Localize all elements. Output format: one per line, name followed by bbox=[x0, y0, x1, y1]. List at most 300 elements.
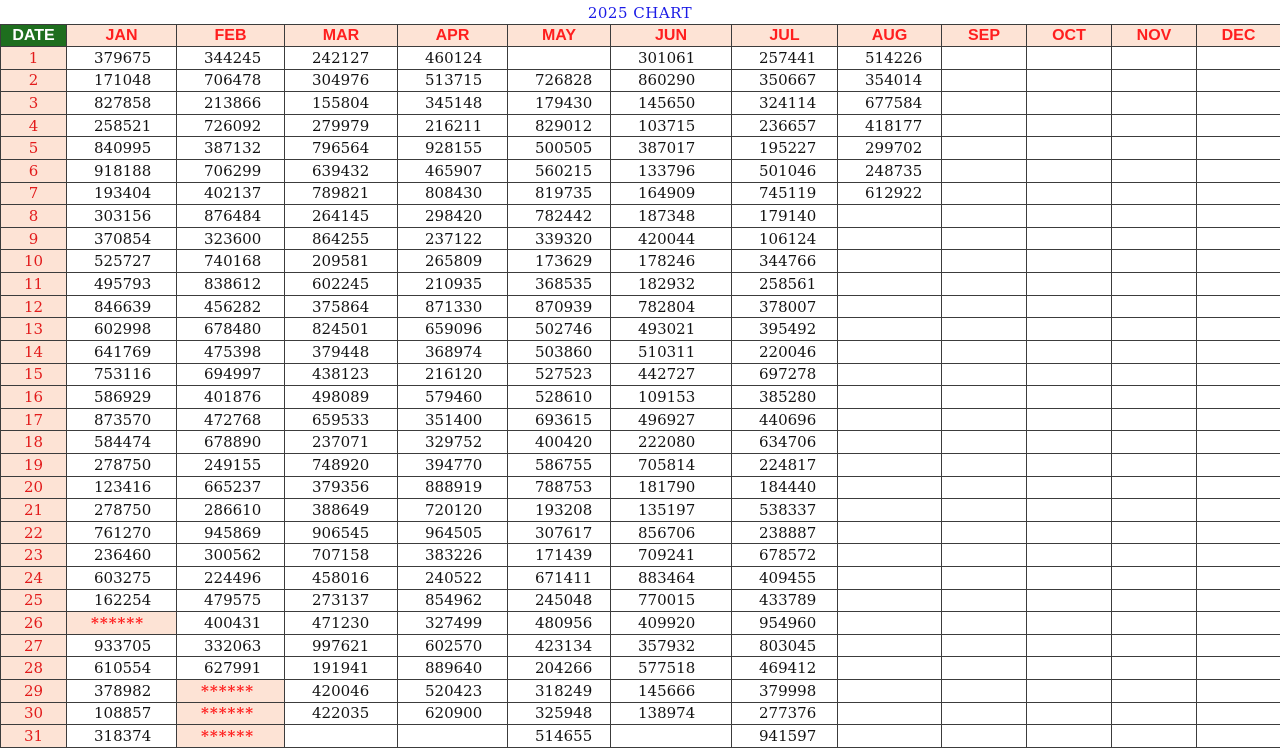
value-cell-oct bbox=[1027, 386, 1112, 409]
value-cell-jan: 278750 bbox=[67, 453, 177, 476]
value-cell-dec bbox=[1197, 92, 1280, 115]
value-cell-nov bbox=[1112, 589, 1197, 612]
value-cell-feb: 387132 bbox=[177, 137, 285, 160]
value-cell-dec bbox=[1197, 453, 1280, 476]
value-cell-apr: 465907 bbox=[398, 160, 508, 183]
value-cell-apr: 351400 bbox=[398, 408, 508, 431]
value-cell-may: 782442 bbox=[508, 205, 611, 228]
value-cell-mar: 379356 bbox=[285, 476, 398, 499]
value-cell-may: 204266 bbox=[508, 657, 611, 680]
value-cell-mar: 748920 bbox=[285, 453, 398, 476]
value-cell-sep bbox=[942, 612, 1027, 635]
table-row bbox=[1, 567, 1280, 590]
value-cell-jan: 827858 bbox=[67, 92, 177, 115]
value-cell-jan: 846639 bbox=[67, 295, 177, 318]
value-cell-apr: 520423 bbox=[398, 680, 508, 703]
value-cell-feb: 300562 bbox=[177, 544, 285, 567]
value-cell-oct bbox=[1027, 544, 1112, 567]
value-cell-mar bbox=[285, 725, 398, 748]
value-cell-may: 586755 bbox=[508, 453, 611, 476]
value-cell-apr: 210935 bbox=[398, 273, 508, 296]
value-cell-may: 339320 bbox=[508, 227, 611, 250]
value-cell-apr: 513715 bbox=[398, 69, 508, 92]
value-cell-oct bbox=[1027, 567, 1112, 590]
value-cell-nov bbox=[1112, 205, 1197, 228]
value-cell-jun: 135197 bbox=[611, 499, 732, 522]
date-cell: 2 bbox=[1, 69, 67, 92]
value-cell-feb: 401876 bbox=[177, 386, 285, 409]
date-cell: 5 bbox=[1, 137, 67, 160]
date-cell: 16 bbox=[1, 386, 67, 409]
value-cell-oct bbox=[1027, 318, 1112, 341]
value-cell-sep bbox=[942, 657, 1027, 680]
value-cell-apr: 265809 bbox=[398, 250, 508, 273]
value-cell-oct bbox=[1027, 702, 1112, 725]
value-cell-jan: 610554 bbox=[67, 657, 177, 680]
value-cell-feb: 945869 bbox=[177, 521, 285, 544]
value-cell-dec bbox=[1197, 521, 1280, 544]
value-cell-apr: 237122 bbox=[398, 227, 508, 250]
value-cell-dec bbox=[1197, 725, 1280, 748]
table-row bbox=[1, 47, 1280, 70]
value-cell-aug bbox=[838, 544, 942, 567]
value-cell-may: 502746 bbox=[508, 318, 611, 341]
value-cell-jul: 433789 bbox=[732, 589, 838, 612]
value-cell-jun: 705814 bbox=[611, 453, 732, 476]
value-cell-nov bbox=[1112, 567, 1197, 590]
value-cell-jun: 860290 bbox=[611, 69, 732, 92]
value-cell-nov bbox=[1112, 612, 1197, 635]
value-cell-nov bbox=[1112, 92, 1197, 115]
value-cell-sep bbox=[942, 634, 1027, 657]
table-row bbox=[1, 702, 1280, 725]
value-cell-jul: 395492 bbox=[732, 318, 838, 341]
value-cell-jun: 145650 bbox=[611, 92, 732, 115]
value-cell-jun: 387017 bbox=[611, 137, 732, 160]
value-cell-feb: 224496 bbox=[177, 567, 285, 590]
value-cell-may: 173629 bbox=[508, 250, 611, 273]
value-cell-jun: 782804 bbox=[611, 295, 732, 318]
value-cell-jul: 238887 bbox=[732, 521, 838, 544]
value-cell-jun: 182932 bbox=[611, 273, 732, 296]
value-cell-jun: 222080 bbox=[611, 431, 732, 454]
value-cell-apr: 216120 bbox=[398, 363, 508, 386]
value-cell-dec bbox=[1197, 250, 1280, 273]
date-cell: 26 bbox=[1, 612, 67, 635]
date-cell: 19 bbox=[1, 453, 67, 476]
value-cell-mar: 422035 bbox=[285, 702, 398, 725]
value-cell-dec bbox=[1197, 386, 1280, 409]
value-cell-aug: 354014 bbox=[838, 69, 942, 92]
value-cell-aug bbox=[838, 521, 942, 544]
date-cell: 14 bbox=[1, 340, 67, 363]
value-cell-sep bbox=[942, 340, 1027, 363]
value-cell-mar: 997621 bbox=[285, 634, 398, 657]
value-cell-sep bbox=[942, 114, 1027, 137]
table-row bbox=[1, 92, 1280, 115]
value-cell-aug bbox=[838, 657, 942, 680]
value-cell-mar: 155804 bbox=[285, 92, 398, 115]
value-cell-oct bbox=[1027, 725, 1112, 748]
month-header-feb: FEB bbox=[177, 25, 285, 47]
value-cell-jan: 602998 bbox=[67, 318, 177, 341]
value-cell-aug: 418177 bbox=[838, 114, 942, 137]
value-cell-mar: 789821 bbox=[285, 182, 398, 205]
value-cell-apr: 579460 bbox=[398, 386, 508, 409]
value-cell-jul: 409455 bbox=[732, 567, 838, 590]
value-cell-feb: 249155 bbox=[177, 453, 285, 476]
value-cell-jan: 171048 bbox=[67, 69, 177, 92]
value-cell-jan: 258521 bbox=[67, 114, 177, 137]
value-cell-sep bbox=[942, 408, 1027, 431]
value-cell-feb: ****** bbox=[177, 702, 285, 725]
table-row bbox=[1, 69, 1280, 92]
value-cell-nov bbox=[1112, 160, 1197, 183]
value-cell-feb: 323600 bbox=[177, 227, 285, 250]
value-cell-may: 829012 bbox=[508, 114, 611, 137]
date-cell: 25 bbox=[1, 589, 67, 612]
value-cell-feb: 475398 bbox=[177, 340, 285, 363]
value-cell-jun: 496927 bbox=[611, 408, 732, 431]
table-row bbox=[1, 386, 1280, 409]
value-cell-may: 179430 bbox=[508, 92, 611, 115]
value-cell-jul: 344766 bbox=[732, 250, 838, 273]
value-cell-mar: 864255 bbox=[285, 227, 398, 250]
value-cell-may: 325948 bbox=[508, 702, 611, 725]
value-cell-dec bbox=[1197, 544, 1280, 567]
value-cell-jul: 224817 bbox=[732, 453, 838, 476]
table-row bbox=[1, 160, 1280, 183]
value-cell-may: 514655 bbox=[508, 725, 611, 748]
value-cell-aug bbox=[838, 499, 942, 522]
value-cell-jan: ****** bbox=[67, 612, 177, 635]
value-cell-oct bbox=[1027, 273, 1112, 296]
value-cell-jun bbox=[611, 725, 732, 748]
table-row bbox=[1, 273, 1280, 296]
value-cell-jun: 883464 bbox=[611, 567, 732, 590]
value-cell-apr: 394770 bbox=[398, 453, 508, 476]
value-cell-jan: 278750 bbox=[67, 499, 177, 522]
value-cell-jan: 318374 bbox=[67, 725, 177, 748]
value-cell-may: 400420 bbox=[508, 431, 611, 454]
value-cell-jan: 495793 bbox=[67, 273, 177, 296]
value-cell-oct bbox=[1027, 250, 1112, 273]
value-cell-oct bbox=[1027, 137, 1112, 160]
value-cell-jun: 420044 bbox=[611, 227, 732, 250]
value-cell-aug bbox=[838, 702, 942, 725]
value-cell-jul: 257441 bbox=[732, 47, 838, 70]
value-cell-dec bbox=[1197, 182, 1280, 205]
value-cell-apr: 240522 bbox=[398, 567, 508, 590]
value-cell-nov bbox=[1112, 408, 1197, 431]
value-cell-sep bbox=[942, 273, 1027, 296]
value-cell-apr: 808430 bbox=[398, 182, 508, 205]
date-cell: 4 bbox=[1, 114, 67, 137]
value-cell-jan: 108857 bbox=[67, 702, 177, 725]
value-cell-jul: 954960 bbox=[732, 612, 838, 635]
value-cell-apr: 871330 bbox=[398, 295, 508, 318]
value-cell-apr: 383226 bbox=[398, 544, 508, 567]
value-cell-feb: 726092 bbox=[177, 114, 285, 137]
value-cell-sep bbox=[942, 680, 1027, 703]
date-cell: 29 bbox=[1, 680, 67, 703]
value-cell-feb: 213866 bbox=[177, 92, 285, 115]
value-cell-may: 819735 bbox=[508, 182, 611, 205]
value-cell-jun: 164909 bbox=[611, 182, 732, 205]
date-cell: 24 bbox=[1, 567, 67, 590]
value-cell-jun: 709241 bbox=[611, 544, 732, 567]
value-cell-aug: 248735 bbox=[838, 160, 942, 183]
value-cell-dec bbox=[1197, 137, 1280, 160]
table-row bbox=[1, 408, 1280, 431]
value-cell-may: 503860 bbox=[508, 340, 611, 363]
data-table bbox=[0, 24, 1280, 748]
value-cell-sep bbox=[942, 431, 1027, 454]
value-cell-jan: 873570 bbox=[67, 408, 177, 431]
value-cell-nov bbox=[1112, 499, 1197, 522]
value-cell-aug bbox=[838, 250, 942, 273]
value-cell-jul: 538337 bbox=[732, 499, 838, 522]
value-cell-sep bbox=[942, 521, 1027, 544]
value-cell-aug: 299702 bbox=[838, 137, 942, 160]
chart-title: 2025 CHART bbox=[587, 4, 693, 22]
value-cell-sep bbox=[942, 227, 1027, 250]
header-row bbox=[1, 25, 1280, 47]
value-cell-jul: 106124 bbox=[732, 227, 838, 250]
value-cell-may: 726828 bbox=[508, 69, 611, 92]
value-cell-apr: 327499 bbox=[398, 612, 508, 635]
value-cell-oct bbox=[1027, 205, 1112, 228]
value-cell-aug bbox=[838, 227, 942, 250]
value-cell-nov bbox=[1112, 476, 1197, 499]
value-cell-apr: 889640 bbox=[398, 657, 508, 680]
value-cell-jan: 584474 bbox=[67, 431, 177, 454]
value-cell-jan: 918188 bbox=[67, 160, 177, 183]
value-cell-dec bbox=[1197, 612, 1280, 635]
value-cell-aug bbox=[838, 589, 942, 612]
value-cell-nov bbox=[1112, 295, 1197, 318]
value-cell-nov bbox=[1112, 318, 1197, 341]
value-cell-nov bbox=[1112, 431, 1197, 454]
month-header-apr: APR bbox=[398, 25, 508, 47]
date-cell: 12 bbox=[1, 295, 67, 318]
value-cell-mar: 375864 bbox=[285, 295, 398, 318]
value-cell-jul: 277376 bbox=[732, 702, 838, 725]
value-cell-mar: 279979 bbox=[285, 114, 398, 137]
value-cell-aug bbox=[838, 567, 942, 590]
value-cell-may: 693615 bbox=[508, 408, 611, 431]
table-row bbox=[1, 114, 1280, 137]
value-cell-jan: 603275 bbox=[67, 567, 177, 590]
value-cell-aug: 612922 bbox=[838, 182, 942, 205]
value-cell-nov bbox=[1112, 680, 1197, 703]
value-cell-apr: 345148 bbox=[398, 92, 508, 115]
value-cell-nov bbox=[1112, 273, 1197, 296]
value-cell-aug bbox=[838, 634, 942, 657]
value-cell-may: 171439 bbox=[508, 544, 611, 567]
date-cell: 8 bbox=[1, 205, 67, 228]
value-cell-jun: 770015 bbox=[611, 589, 732, 612]
table-row bbox=[1, 453, 1280, 476]
value-cell-jul: 184440 bbox=[732, 476, 838, 499]
value-cell-may: 423134 bbox=[508, 634, 611, 657]
value-cell-jul: 678572 bbox=[732, 544, 838, 567]
value-cell-jan: 193404 bbox=[67, 182, 177, 205]
value-cell-oct bbox=[1027, 476, 1112, 499]
value-cell-aug: 514226 bbox=[838, 47, 942, 70]
value-cell-sep bbox=[942, 182, 1027, 205]
value-cell-aug bbox=[838, 386, 942, 409]
value-cell-jul: 440696 bbox=[732, 408, 838, 431]
value-cell-nov bbox=[1112, 453, 1197, 476]
value-cell-feb: 456282 bbox=[177, 295, 285, 318]
value-cell-feb: ****** bbox=[177, 680, 285, 703]
month-header-dec: DEC bbox=[1197, 25, 1280, 47]
value-cell-apr: 329752 bbox=[398, 431, 508, 454]
table-row bbox=[1, 657, 1280, 680]
value-cell-jun: 187348 bbox=[611, 205, 732, 228]
value-cell-nov bbox=[1112, 47, 1197, 70]
date-cell: 28 bbox=[1, 657, 67, 680]
value-cell-oct bbox=[1027, 634, 1112, 657]
value-cell-dec bbox=[1197, 680, 1280, 703]
value-cell-sep bbox=[942, 725, 1027, 748]
value-cell-aug bbox=[838, 273, 942, 296]
table-row bbox=[1, 318, 1280, 341]
value-cell-jan: 378982 bbox=[67, 680, 177, 703]
value-cell-oct bbox=[1027, 408, 1112, 431]
value-cell-nov bbox=[1112, 702, 1197, 725]
value-cell-jan: 379675 bbox=[67, 47, 177, 70]
value-cell-jan: 525727 bbox=[67, 250, 177, 273]
value-cell-apr: 928155 bbox=[398, 137, 508, 160]
value-cell-mar: 420046 bbox=[285, 680, 398, 703]
value-cell-sep bbox=[942, 47, 1027, 70]
table-row bbox=[1, 137, 1280, 160]
date-cell: 22 bbox=[1, 521, 67, 544]
value-cell-jul: 179140 bbox=[732, 205, 838, 228]
value-cell-mar: 237071 bbox=[285, 431, 398, 454]
value-cell-aug bbox=[838, 680, 942, 703]
value-cell-jun: 856706 bbox=[611, 521, 732, 544]
table-row bbox=[1, 612, 1280, 635]
value-cell-jun: 145666 bbox=[611, 680, 732, 703]
value-cell-feb: 332063 bbox=[177, 634, 285, 657]
value-cell-nov bbox=[1112, 114, 1197, 137]
value-cell-oct bbox=[1027, 589, 1112, 612]
value-cell-aug bbox=[838, 318, 942, 341]
value-cell-jul: 634706 bbox=[732, 431, 838, 454]
value-cell-jul: 324114 bbox=[732, 92, 838, 115]
value-cell-may: 560215 bbox=[508, 160, 611, 183]
value-cell-feb: 479575 bbox=[177, 589, 285, 612]
value-cell-dec bbox=[1197, 634, 1280, 657]
value-cell-sep bbox=[942, 544, 1027, 567]
table-row bbox=[1, 725, 1280, 748]
value-cell-nov bbox=[1112, 386, 1197, 409]
value-cell-apr: 460124 bbox=[398, 47, 508, 70]
value-cell-oct bbox=[1027, 453, 1112, 476]
value-cell-apr: 964505 bbox=[398, 521, 508, 544]
value-cell-oct bbox=[1027, 47, 1112, 70]
value-cell-jun: 133796 bbox=[611, 160, 732, 183]
value-cell-jul: 745119 bbox=[732, 182, 838, 205]
value-cell-oct bbox=[1027, 114, 1112, 137]
value-cell-apr: 659096 bbox=[398, 318, 508, 341]
value-cell-jun: 510311 bbox=[611, 340, 732, 363]
value-cell-mar: 191941 bbox=[285, 657, 398, 680]
value-cell-nov bbox=[1112, 521, 1197, 544]
date-cell: 31 bbox=[1, 725, 67, 748]
value-cell-jun: 409920 bbox=[611, 612, 732, 635]
value-cell-dec bbox=[1197, 499, 1280, 522]
value-cell-jul: 378007 bbox=[732, 295, 838, 318]
value-cell-feb: 665237 bbox=[177, 476, 285, 499]
value-cell-jun: 442727 bbox=[611, 363, 732, 386]
value-cell-sep bbox=[942, 476, 1027, 499]
value-cell-feb: 678480 bbox=[177, 318, 285, 341]
value-cell-mar: 273137 bbox=[285, 589, 398, 612]
table-row bbox=[1, 499, 1280, 522]
value-cell-oct bbox=[1027, 227, 1112, 250]
value-cell-mar: 707158 bbox=[285, 544, 398, 567]
value-cell-dec bbox=[1197, 567, 1280, 590]
value-cell-jun: 301061 bbox=[611, 47, 732, 70]
value-cell-aug bbox=[838, 476, 942, 499]
value-cell-may: 870939 bbox=[508, 295, 611, 318]
month-header-oct: OCT bbox=[1027, 25, 1112, 47]
value-cell-mar: 824501 bbox=[285, 318, 398, 341]
value-cell-oct bbox=[1027, 680, 1112, 703]
date-cell: 7 bbox=[1, 182, 67, 205]
value-cell-sep bbox=[942, 137, 1027, 160]
date-header: DATE bbox=[1, 25, 67, 47]
table-row bbox=[1, 544, 1280, 567]
value-cell-jan: 303156 bbox=[67, 205, 177, 228]
date-cell: 6 bbox=[1, 160, 67, 183]
value-cell-jun: 103715 bbox=[611, 114, 732, 137]
value-cell-mar: 498089 bbox=[285, 386, 398, 409]
value-cell-dec bbox=[1197, 476, 1280, 499]
table-row bbox=[1, 205, 1280, 228]
date-cell: 15 bbox=[1, 363, 67, 386]
value-cell-feb: 876484 bbox=[177, 205, 285, 228]
value-cell-may: 318249 bbox=[508, 680, 611, 703]
value-cell-may bbox=[508, 47, 611, 70]
value-cell-jan: 370854 bbox=[67, 227, 177, 250]
value-cell-may: 500505 bbox=[508, 137, 611, 160]
value-cell-may: 193208 bbox=[508, 499, 611, 522]
value-cell-aug bbox=[838, 431, 942, 454]
table-row bbox=[1, 634, 1280, 657]
value-cell-feb: 344245 bbox=[177, 47, 285, 70]
table-row bbox=[1, 680, 1280, 703]
value-cell-jan: 123416 bbox=[67, 476, 177, 499]
date-cell: 27 bbox=[1, 634, 67, 657]
value-cell-feb: 706478 bbox=[177, 69, 285, 92]
value-cell-feb: 838612 bbox=[177, 273, 285, 296]
value-cell-dec bbox=[1197, 589, 1280, 612]
value-cell-jan: 162254 bbox=[67, 589, 177, 612]
value-cell-may: 245048 bbox=[508, 589, 611, 612]
table-row bbox=[1, 431, 1280, 454]
value-cell-dec bbox=[1197, 657, 1280, 680]
value-cell-sep bbox=[942, 702, 1027, 725]
value-cell-apr bbox=[398, 725, 508, 748]
value-cell-mar: 906545 bbox=[285, 521, 398, 544]
value-cell-nov bbox=[1112, 227, 1197, 250]
value-cell-aug bbox=[838, 612, 942, 635]
